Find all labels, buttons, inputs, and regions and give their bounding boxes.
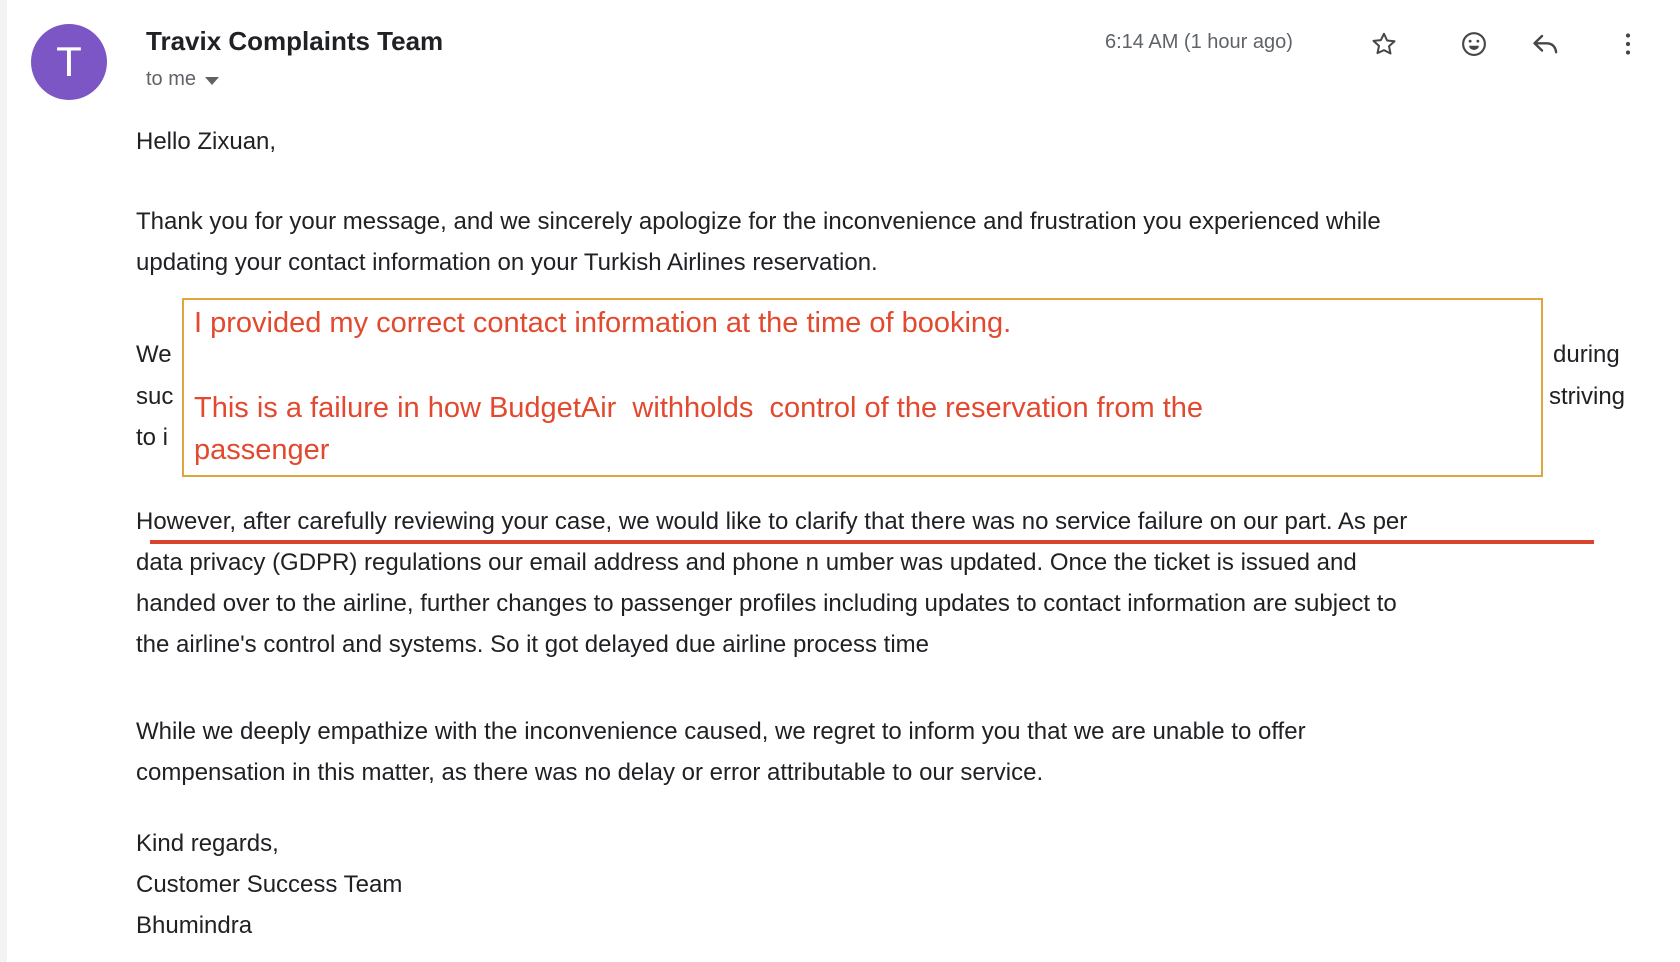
paragraph-review-line2: data privacy (GDPR) regulations our email address and phone n umber was updated. Once the ticket is issued and (136, 549, 1357, 576)
annotation-text-line1: I provided my correct contact information at the time of booking. (194, 307, 1012, 339)
paragraph-compensation-line2: compensation in this matter, as there was no delay or error attributable to our service. (136, 759, 1044, 786)
obscured-paragraph-fragment: during (1553, 341, 1620, 368)
paragraph-review-line4: the airline's control and systems. So it got delayed due airline process time (136, 631, 929, 658)
recipient-label: to me (146, 68, 197, 90)
reply-button[interactable] (1527, 26, 1563, 62)
emoji-reaction-button[interactable] (1456, 26, 1492, 62)
emoji-smile-icon (1459, 29, 1489, 59)
obscured-paragraph-fragment: striving (1549, 383, 1626, 410)
sender-avatar-initial: T (56, 38, 82, 85)
message-timestamp: 6:14 AM (1 hour ago) (1105, 31, 1293, 53)
chevron-down-icon (205, 77, 219, 85)
vertical-dots-icon (1613, 29, 1643, 59)
obscured-paragraph-fragment: to i (136, 424, 169, 451)
signoff-name: Bhumindra (136, 912, 253, 939)
sender-name[interactable]: Travix Complaints Team (146, 26, 444, 56)
annotation-overlay-box (182, 298, 1543, 477)
star-button[interactable] (1366, 26, 1402, 62)
paragraph-review-line3: handed over to the airline, further changes to passenger profiles including updates to contact information are subject to (136, 590, 1397, 617)
obscured-paragraph-fragment: We (136, 341, 172, 368)
recipient-details-toggle[interactable] (146, 68, 219, 91)
paragraph-review-line1: However, after carefully reviewing your case, we would like to clarify that there was no service failure on our part. As per (136, 508, 1408, 535)
pane-edge-divider (0, 0, 7, 962)
paragraph-thanks-line2: updating your contact information on your Turkish Airlines reservation. (136, 249, 878, 276)
reply-arrow-icon (1530, 29, 1560, 59)
paragraph-thanks-line1: Thank you for your message, and we sincerely apologize for the inconvenience and frustration you experienced while (136, 208, 1381, 235)
sender-avatar[interactable] (31, 24, 107, 100)
signoff-regards: Kind regards, (136, 830, 279, 857)
star-icon (1369, 29, 1399, 59)
more-options-button[interactable] (1610, 26, 1646, 62)
annotation-text-line3: passenger (194, 434, 330, 466)
annotation-text-line2: This is a failure in how BudgetAir withholds control of the reservation from the (194, 392, 1204, 424)
greeting-text: Hello Zixuan, (136, 128, 277, 155)
obscured-paragraph-fragment: suc (136, 383, 174, 410)
signoff-team: Customer Success Team (136, 871, 403, 898)
paragraph-compensation-line1: While we deeply empathize with the inconvenience caused, we regret to inform you that we are unable to offer (136, 718, 1306, 745)
